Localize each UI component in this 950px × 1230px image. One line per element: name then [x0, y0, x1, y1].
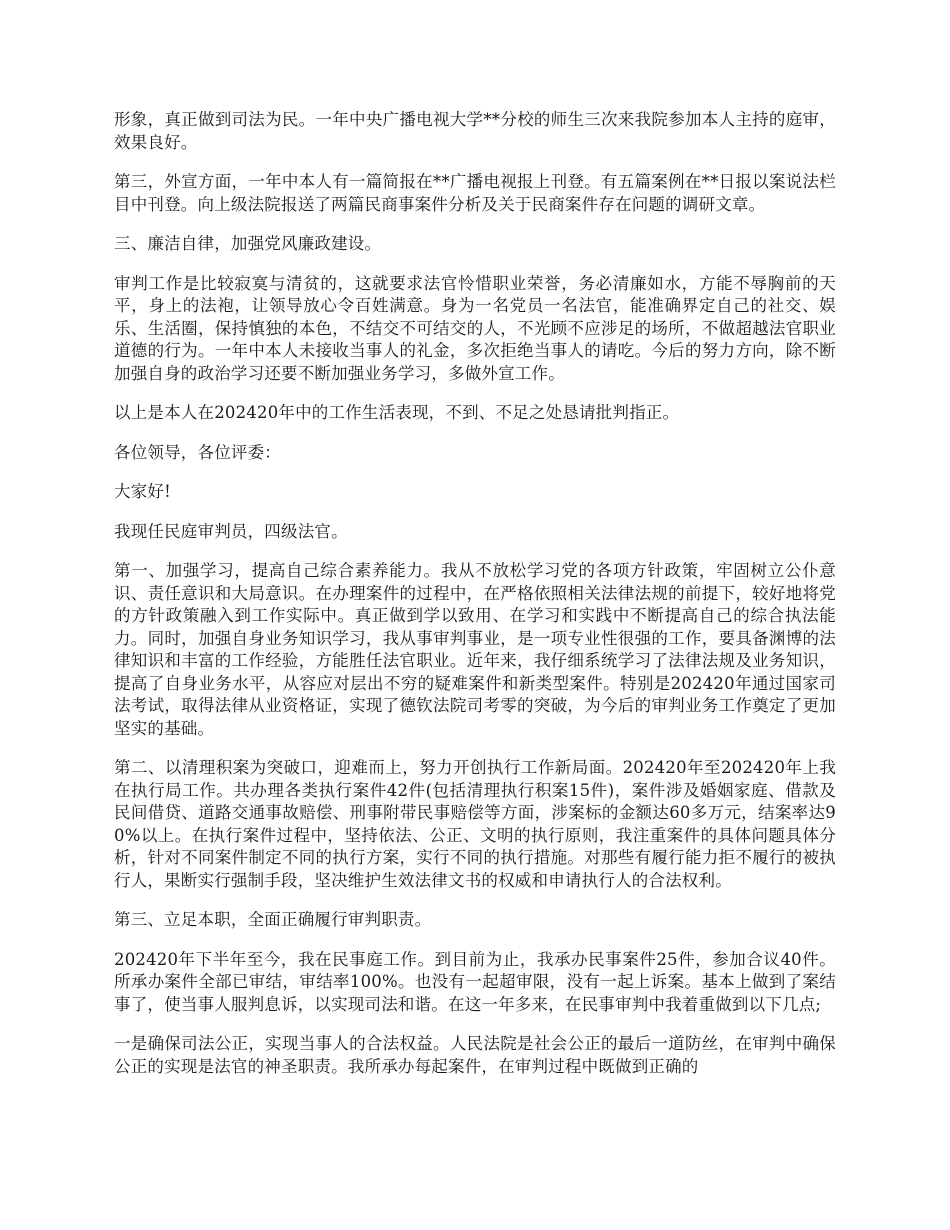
paragraph: 202420年下半年至今，我在民事庭工作。到目前为止，我承办民事案件25件，参加合议40件。所承办案件全部已审结，审结率100%。也没有一起超审限，没有一起上诉案。基本上做到了案结事了，使当事人服判息诉，以实现司法和谐。在这一年多来，在民事审判中我着重做到以下几点;	[114, 949, 836, 1014]
paragraph: 审判工作是比较寂寞与清贫的，这就要求法官怜惜职业荣誉，务必清廉如水，方能不辱胸前的天平，身上的法袍，让领导放心令百姓满意。身为一名党员一名法官，能准确界定自己的社交、娱乐、生活圈，保持慎独的本色，不结交不可结交的人，不光顾不应涉足的场所，不做超越法官职业道德的行为。一年中本人未接收当事人的礼金，多次拒绝当事人的请吃。今后的努力方向，除不断加强自身的政治学习还要不断加强业务学习，多做外宣工作。	[114, 273, 836, 383]
paragraph: 我现任民庭审判员，四级法官。	[114, 521, 348, 541]
paragraph: 第二、以清理积案为突破口，迎难而上，努力开创执行工作新局面。202420年至202420年上我在执行局工作。共办理各类执行案件42件(包括清理执行积案15件)，案件涉及婚姻家庭、借款及民间借贷、道路交通事故赔偿、刑事附带民事赔偿等方面，涉案标的金额达60多万元，结案率达90%以上。在执行案件过程中，坚持依法、公正、文明的执行原则，我注重案件的具体问题具体分析，针对不同案件制定不同的执行方案，实行不同的执行措施。对那些有履行能力拒不履行的被执行人，果断实行强制手段，坚决维护生效法律文书的权威和申请执行人的合法权利。	[114, 758, 836, 890]
section-heading: 三、廉洁自律，加强党风廉政建设。	[114, 234, 382, 253]
paragraph: 第一、加强学习，提高自己综合素养能力。我从不放松学习党的各项方针政策，牢固树立公仆意识、责任意识和大局意识。在办理案件的过程中，在严格依照相关法律法规的前提下，较好地将党的方针政策融入到工作实际中。真正做到学以致用、在学习和实践中不断提高自己的综合执法能力。同时，加强自身业务知识学习，我从事审判事业，是一项专业性很强的工作，要具备渊博的法律知识和丰富的工作经验，方能胜任法官职业。近年来，我仔细系统学习了法律法规及业务知识，提高了自身业务水平，从容应对层出不穷的疑难案件和新类型案件。特别是202420年通过国家司法考试，取得法律从业资格证，实现了德钦法院司考零的突破，为今后的审判业务工作奠定了更加坚实的基础。	[114, 561, 836, 738]
paragraph: 以上是本人在202420年中的工作生活表现，不到、不足之处恳请批判指正。	[114, 403, 680, 422]
greeting: 大家好!	[114, 482, 171, 501]
salutation: 各位领导，各位评委：	[114, 442, 281, 462]
document-page	[114, 109, 836, 1095]
paragraph: 第三，外宣方面，一年中本人有一篇简报在**广播电视报上刊登。有五篇案例在**日报以案说法栏目中刊登。向上级法院报送了两篇民商事案件分析及关于民商案件存在问题的调研文章。	[114, 172, 836, 214]
paragraph: 形象，真正做到司法为民。一年中央广播电视大学**分校的师生三次来我院参加本人主持的庭审，效果良好。	[114, 110, 836, 152]
section-heading: 第三、立足本职，全面正确履行审判职责。	[114, 910, 432, 929]
paragraph: 一是确保司法公正，实现当事人的合法权益。人民法院是社会公正的最后一道防丝，在审判中确保公正的实现是法官的神圣职责。我所承办每起案件，在审判过程中既做到正确的	[114, 1034, 836, 1076]
